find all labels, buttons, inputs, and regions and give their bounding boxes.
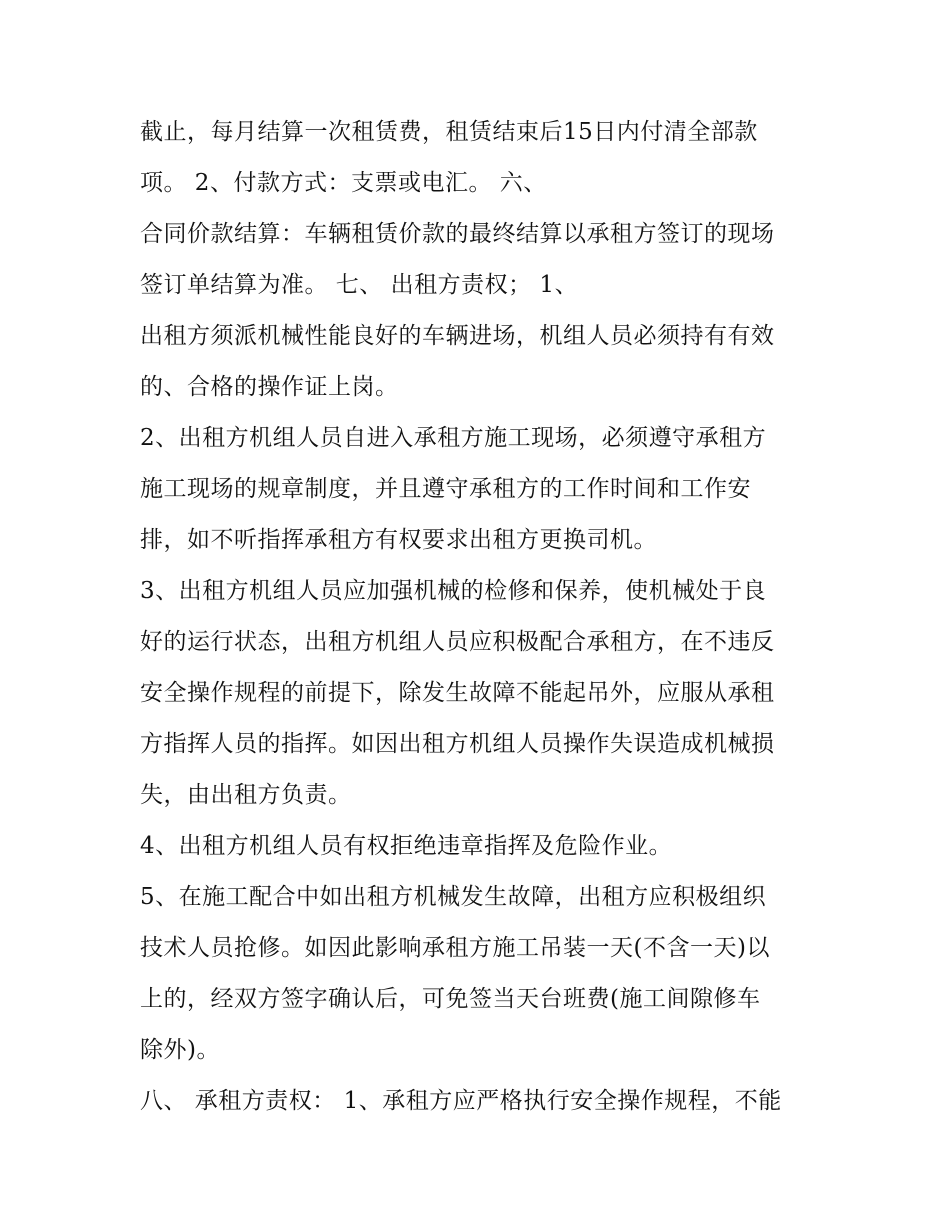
text-line: 4、出租方机组人员有权拒绝违章指挥及危险作业。 xyxy=(140,833,673,859)
text-line: 好的运行状态，出租方机组人员应积极配合承租方，在不违反 xyxy=(140,629,775,655)
text-line: 的、合格的操作证上岗。 xyxy=(140,374,399,400)
text-line: 3、出租方机组人员应加强机械的检修和保养，使机械处于良 xyxy=(140,578,767,604)
text-line: 安全操作规程的前提下，除发生故障不能起吊外，应服从承租 xyxy=(140,680,775,706)
text-line: 5、在施工配合中如出租方机械发生故障，出租方应积极组织 xyxy=(140,884,767,910)
text-line: 施工现场的规章制度，并且遵守承租方的工作时间和工作安 xyxy=(140,476,751,502)
text-line: 除外)。 xyxy=(140,1037,220,1063)
text-line: 技术人员抢修。如因此影响承租方施工吊装一天(不含一天)以 xyxy=(140,935,770,961)
text-line: 项。 2、付款方式：支票或电汇。 六、 xyxy=(140,170,547,196)
document-body xyxy=(140,107,830,1127)
text-line: 失，由出租方负责。 xyxy=(140,782,352,808)
text-line: 合同价款结算：车辆租赁价款的最终结算以承租方签订的现场 xyxy=(140,221,775,247)
text-line: 出租方须派机械性能良好的车辆进场，机组人员必须持有有效 xyxy=(140,323,775,349)
text-line: 签订单结算为准。 七、 出租方责权； 1、 xyxy=(140,272,579,298)
text-line: 上的，经双方签字确认后，可免签当天台班费(施工间隙修车 xyxy=(140,986,761,1012)
text-line: 截止，每月结算一次租赁费，租赁结束后15日内付清全部款 xyxy=(140,119,758,145)
text-line: 2、出租方机组人员自进入承租方施工现场，必须遵守承租方 xyxy=(140,425,767,451)
text-line: 排，如不听指挥承租方有权要求出租方更换司机。 xyxy=(140,527,657,553)
text-line: 八、 承租方责权： 1、承租方应严格执行安全操作规程，不能 xyxy=(140,1088,782,1114)
text-line: 方指挥人员的指挥。如因出租方机组人员操作失误造成机械损 xyxy=(140,731,775,757)
